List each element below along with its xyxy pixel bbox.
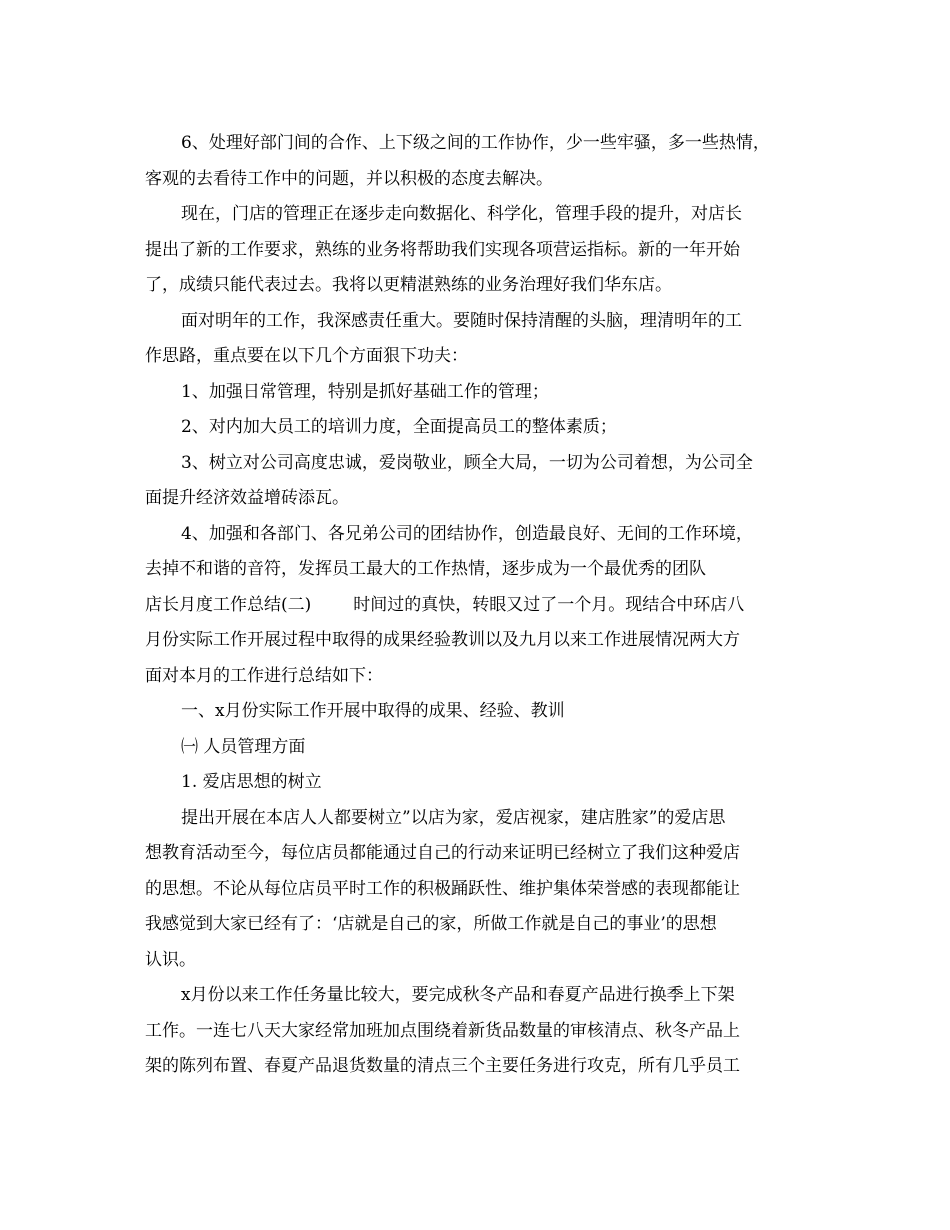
paragraph-line: 客观的去看待工作中的问题，并以积极的态度去解决。 <box>145 168 553 189</box>
paragraph-line: 面对本月的工作进行总结如下： <box>145 665 383 686</box>
paragraph-line: 我感觉到大家已经有了：‘店就是自己的家，所做工作就是自己的事业’的思想 <box>145 914 717 934</box>
paragraph-line: 面对明年的工作，我深感责任重大。要随时保持清醒的头脑，理清明年的工 <box>181 310 742 331</box>
paragraph-line: 架的陈列布置、春夏产品退货数量的清点三个主要任务进行攻克，所有几乎员工 <box>145 1056 740 1076</box>
paragraph-line: 现在，门店的管理正在逐步走向数据化、科学化，管理手段的提升，对店长 <box>181 204 742 224</box>
list-item-line: 1、加强日常管理，特别是抓好基础工作的管理； <box>181 381 549 402</box>
heading-line: ㈠ 人员管理方面 <box>181 736 306 757</box>
paragraph-line: 去掉不和谐的音符，发挥员工最大的工作热情，逐步成为一个最优秀的团队 <box>145 559 706 579</box>
document-body <box>145 126 815 1085</box>
paragraph-line: 认识。 <box>145 949 196 970</box>
paragraph-line: x月份以来工作任务量比较大，要完成秋冬产品和春夏产品进行换季上下架 <box>181 985 735 1005</box>
list-item-line: 3、树立对公司高度忠诚，爱岗敬业，顾全大局，一切为公司着想，为公司全 <box>181 452 753 473</box>
paragraph-line: 提出了新的工作要求，熟练的业务将帮助我们实现各项营运指标。新的一年开始 <box>145 239 740 260</box>
heading-line: 一、x月份实际工作开展中取得的成果、经验、教训 <box>181 701 565 721</box>
paragraph-line: 了，成绩只能代表过去。我将以更精湛熟练的业务治理好我们华东店。 <box>145 275 672 295</box>
paragraph-line: 的思想。不论从每位店员平时工作的积极踊跃性、维护集体荣誉感的表现都能让 <box>145 878 740 899</box>
section-intro: 时间过的真快，转眼又过了一个月。现结合中环店八 <box>353 594 745 615</box>
paragraph-line: 想教育活动至今，每位店员都能通过自己的行动来证明已经树立了我们这种爱店 <box>145 843 740 863</box>
section-title-line <box>145 588 815 624</box>
paragraph-line: 作思路，重点要在以下几个方面狠下功夫： <box>145 346 468 366</box>
paragraph-line: 月份实际工作开展过程中取得的成果经验教训以及九月以来工作进展情况两大方 <box>145 630 740 650</box>
list-item-line: 4、加强和各部门、各兄弟公司的团结协作，创造最良好、无间的工作环境， <box>181 523 753 544</box>
paragraph-line: 面提升经济效益增砖添瓦。 <box>145 488 349 508</box>
list-item-line: 2、对内加大员工的培训力度，全面提高员工的整体素质； <box>181 417 617 437</box>
paragraph-line: 工作。一连七八天大家经常加班加点围绕着新货品数量的审核清点、秋冬产品上 <box>145 1020 740 1041</box>
paragraph-line: 提出开展在本店人人都要树立”以店为家，爱店视家，建店胜家”的爱店思 <box>181 807 726 828</box>
paragraph-line: 6、处理好部门间的合作、上下级之间的工作协作，少一些牢骚，多一些热情， <box>181 133 770 153</box>
section-title: 店长月度工作总结(二) <box>145 594 312 615</box>
heading-line: 1. 爱店思想的树立 <box>181 772 322 792</box>
